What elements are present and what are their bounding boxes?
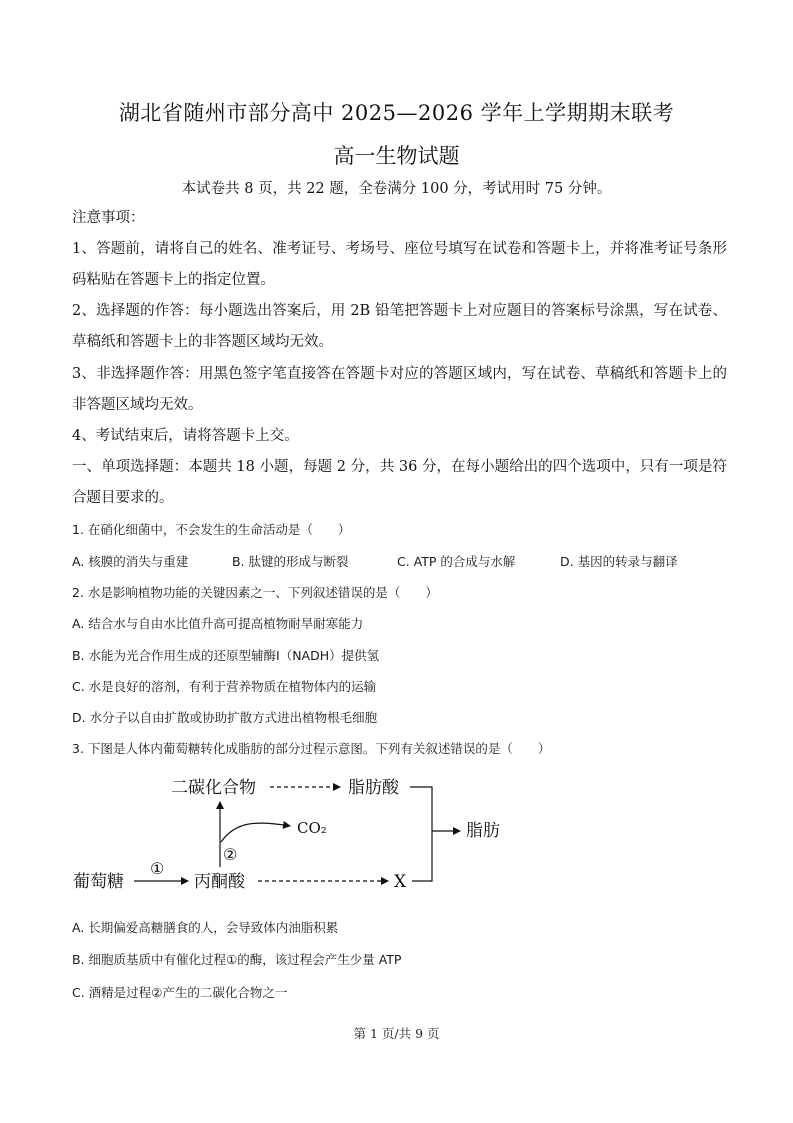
q2-option-d: D. 水分子以自由扩散或协助扩散方式进出植物根毛细胞 (72, 710, 378, 725)
q1-options (72, 554, 732, 570)
q1-option-b: B. 肽键的形成与断裂 (232, 554, 349, 569)
node-x: X (394, 872, 407, 892)
node-pyruvate: 丙酮酸 (194, 872, 245, 892)
q3-option-b: B. 细胞质基质中有催化过程①的酶，该过程会产生少量 ATP (72, 952, 402, 967)
node-dicarbon: 二碳化合物 (171, 778, 256, 798)
q3-stem: 3. 下图是人体内葡萄糖转化成脂肪的部分过程示意图。下列有关叙述错误的是（ ） (72, 741, 551, 756)
node-fat: 脂肪 (466, 821, 500, 841)
q2-option-c: C. 水是良好的溶剂，有利于营养物质在植物体内的运输 (72, 679, 377, 694)
notice-item-2: 2、选择题的作答：每小题选出答案后，用 2B 铅笔把答题卡上对应题目的答案标号涂黑，写在试卷、草稿纸和答题卡上的非答题区域均无效。 (72, 303, 727, 350)
notice-heading: 注意事项： (72, 210, 145, 226)
glucose-to-fat-diagram (70, 770, 520, 895)
q1-option-a: A. 核膜的消失与重建 (72, 554, 189, 569)
q1-option-d: D. 基因的转录与翻译 (560, 554, 678, 569)
q2-stem: 2. 水是影响植物功能的关键因素之一、下列叙述错误的是（ ） (72, 585, 438, 600)
q2-option-a: A. 结合水与自由水比值升高可提高植物耐旱耐寒能力 (72, 616, 364, 631)
exam-info: 本试卷共 8 页，共 22 题，全卷满分 100 分，考试用时 75 分钟。 (181, 181, 612, 197)
q1-option-c: C. ATP 的合成与水解 (397, 554, 516, 569)
page-title: 湖北省随州市部分高中 2025—2026 学年上学期期末联考 (118, 101, 675, 125)
notice-item-3: 3、非选择题作答：用黑色签字笔直接答在答题卡对应的答题区域内，写在试卷、草稿纸和答题卡上的非答题区域均无效。 (72, 366, 727, 413)
notice-item-4: 4、考试结束后，请将答题卡上交。 (72, 428, 299, 444)
q3-option-a: A. 长期偏爱高糖膳食的人，会导致体内油脂积累 (72, 920, 339, 935)
q2-option-b: B. 水能为光合作用生成的还原型辅酶Ⅰ（NADH）提供氢 (72, 648, 380, 663)
node-fatty-acid: 脂肪酸 (348, 778, 399, 798)
node-glucose: 葡萄糖 (73, 872, 124, 892)
label-process-2: ② (223, 845, 238, 864)
label-process-1: ① (150, 859, 165, 878)
q1-stem: 1. 在硝化细菌中，不会发生的生命活动是（ ） (72, 522, 351, 537)
section-heading: 一、单项选择题：本题共 18 小题，每题 2 分，共 36 分，在每小题给出的四个选项中，只有一项是符合题目要求的。 (72, 459, 727, 506)
arrow-to-co2 (221, 823, 290, 842)
q3-option-c: C. 酒精是过程②产生的二碳化合物之一 (72, 985, 288, 1000)
page-subtitle: 高一生物试题 (333, 144, 460, 168)
bracket-converge (410, 787, 432, 881)
page-footer: 第 1 页/共 9 页 (353, 1026, 440, 1041)
node-co2: CO₂ (297, 819, 327, 837)
notice-item-1: 1、答题前，请将自己的姓名、准考证号、考场号、座位号填写在试卷和答题卡上，并将准考证号条形码粘贴在答题卡上的指定位置。 (72, 241, 727, 288)
